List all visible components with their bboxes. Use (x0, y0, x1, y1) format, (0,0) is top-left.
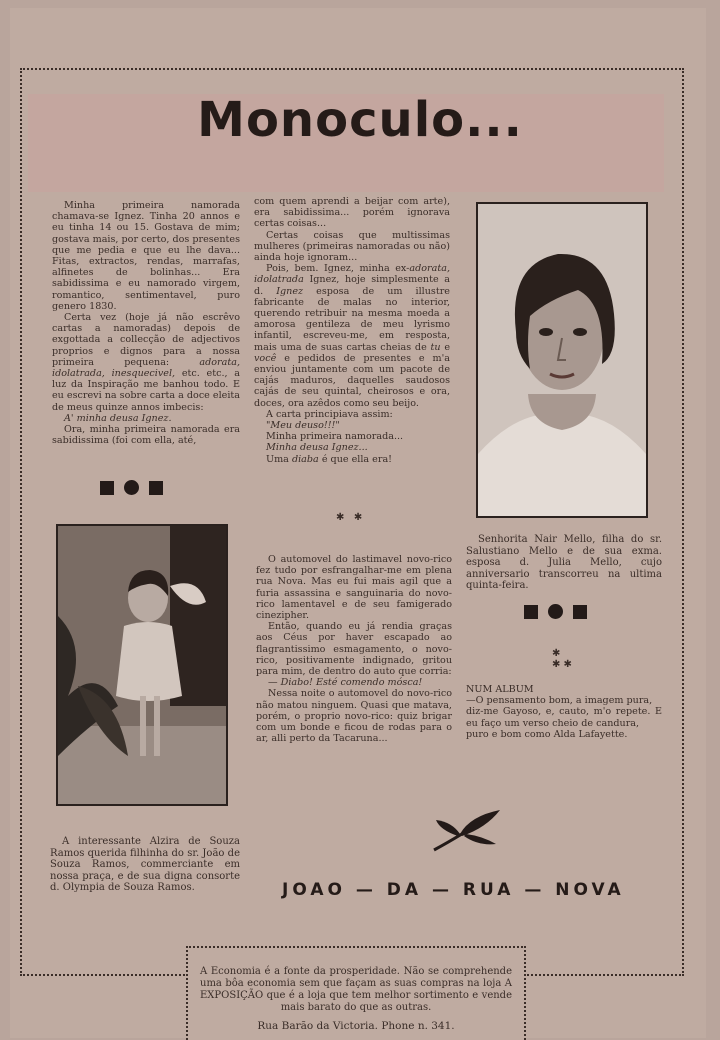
circle-ornament (548, 604, 563, 619)
col3-paragraph-1: O automovel do lastimavel novo-rico fez tudo por esfrangalhar-me em plena rua Nova. Mas eu fui mais agil que a furia assassina e sanguinaria do novo-rico lamentavel e de seu famigerado cinezipher. (256, 554, 452, 622)
square-ornament (573, 605, 587, 619)
square-ornament (524, 605, 538, 619)
square-ornament (149, 481, 163, 495)
album-line-2: diz-me Gayoso, e, cauto, m'o repete. E eu faço um verso cheio de candura, (466, 706, 662, 729)
column-2 (254, 196, 450, 465)
column-1 (52, 200, 240, 446)
col2-quote-4: Uma diaba é que ella era! (266, 453, 393, 465)
col2-paragraph-4: A carta principiava assim: (266, 408, 393, 420)
col2-quote-2: Minha primeira namorada... (266, 431, 404, 443)
album-line-1: —O pensamento bom, a imagem pura, (466, 695, 653, 707)
col2-quote-1: "Meu deuso!!!" (266, 420, 340, 432)
col1-paragraph-4: Ora, minha primeira namorada era sabidissima (foi com ella, até, (52, 424, 240, 447)
album-poem (466, 684, 662, 740)
author-signature: JOAO — DA — RUA — NOVA (282, 880, 625, 900)
square-ornament (100, 481, 114, 495)
advert-address: Rua Barão da Victoria. Phone n. 341. (257, 1020, 455, 1032)
advert-box (186, 946, 526, 1040)
album-line-3: puro e bom como Alda Lafayette. (466, 728, 628, 740)
child-photo-illustration (58, 526, 226, 804)
col2-paragraph-2: Certas coisas que multissimas mulheres (primeiras namoradas ou não) ainda hoje ignoram... (254, 229, 450, 264)
col1-paragraph-3: A' minha deusa Ignez. (64, 412, 172, 424)
col1-paragraph-2: Certa vez (hoje já não escrêvo cartas a namoradas) depois de exgottada a collecção de adjectivos proprios e dignos para a nossa primeira pequena: adorata, idolatrada, inesquecivel, etc. etc., a luz da Inspiração me banhou todo. E eu escrevi na sobre carta a doce eleita de meus quinze annos imbecis: (52, 312, 240, 413)
col1-paragraph-1: Minha primeira namorada chamava-se Ignez. Tinha 20 annos e eu tinha 14 ou 15. Gostava de mim; gostava mais, por certo, dos presentes que me pedia e que eu lhe dava... Fitas, extractos, rendas, marrafas, alfinetes de bolinhas... Era sabidissima e eu namorado virgem, romantico, sentimentavel, puro genero 1830. (52, 200, 240, 312)
alzira-caption: A interessante Alzira de Souza Ramos querida filhinha do sr. João de Souza Ramos, commerciante em nossa praça, e de sua digna consorte d. Olympia de Souza Ramos. (50, 836, 240, 893)
column-3 (256, 554, 452, 744)
asterism-right: ✱ ✱ ✱ (552, 648, 572, 670)
advert-text: A Economia é a fonte da prosperidade. Não se comprehende uma bôa economia sem que façam as suas compras na loja A EXPOSIÇÃO que é a loja que tem melhor sortimento e vende mais barato do que as outras. (200, 966, 512, 1013)
col3-paragraph-4: Nessa noite o automovel do novo-rico não matou ninguem. Quasi que matava, porém, o proprio novo-rico: quiz brigar com um bonde e ficou de rodas para o ar, alli perto da Tacaruna... (256, 688, 452, 745)
col3-paragraph-3: — Diabo! Esté comendo mósca! (268, 677, 423, 689)
portrait-illustration (478, 204, 646, 516)
alzira-caption-block (50, 836, 240, 894)
album-heading: NUM ALBUM (466, 684, 534, 695)
column-4 (466, 534, 662, 592)
child-photo-alzira (56, 524, 228, 806)
page-title: Monoculo... (197, 92, 523, 148)
col2-paragraph-3: Pois, bem. Ignez, minha ex-adorata, idolatrada Ignez, hoje simplesmente a d. Ignez esposa de um illustre fabricante de malas no interior, querendo retribuir na mesma moeda a amorosa gentileza de meu lyrismo infantil, escreveu-me, em resposta, mais uma de suas cartas cheias de tu e você e pedidos de presentes e m'a enviou juntamente com um pacote de cajás maduros, daquelles saudosos cajás de seu quintal, cheirosos e ora, doces, ora azêdos como seu beijo. (254, 263, 450, 409)
ornament-left (100, 480, 163, 495)
col2-quote-3: Minha deusa Ignez... (266, 442, 368, 454)
nair-caption: Senhorita Nair Mello, filha do sr. Salustiano Mello e de sua exma. esposa d. Julia Mello, cujo anniversario transcorreu na ultima quinta-feira. (466, 534, 662, 591)
circle-ornament (124, 480, 139, 495)
col3-paragraph-2: Então, quando eu já rendia graças aos Céus por haver escapado ao flagrantissimo esmagamento, o novo-rico, positivamente indignado, gritou para mim, de dentro do auto que corria: (256, 621, 452, 678)
asterism: ✱ ✱ (336, 512, 363, 523)
ornament-right (524, 604, 587, 619)
portrait-photo-nair (476, 202, 648, 518)
dragonfly-icon (430, 806, 504, 854)
col2-paragraph-1: com quem aprendi a beijar com arte), era sabidissima... porém ignorava certas coisas... (254, 196, 450, 230)
